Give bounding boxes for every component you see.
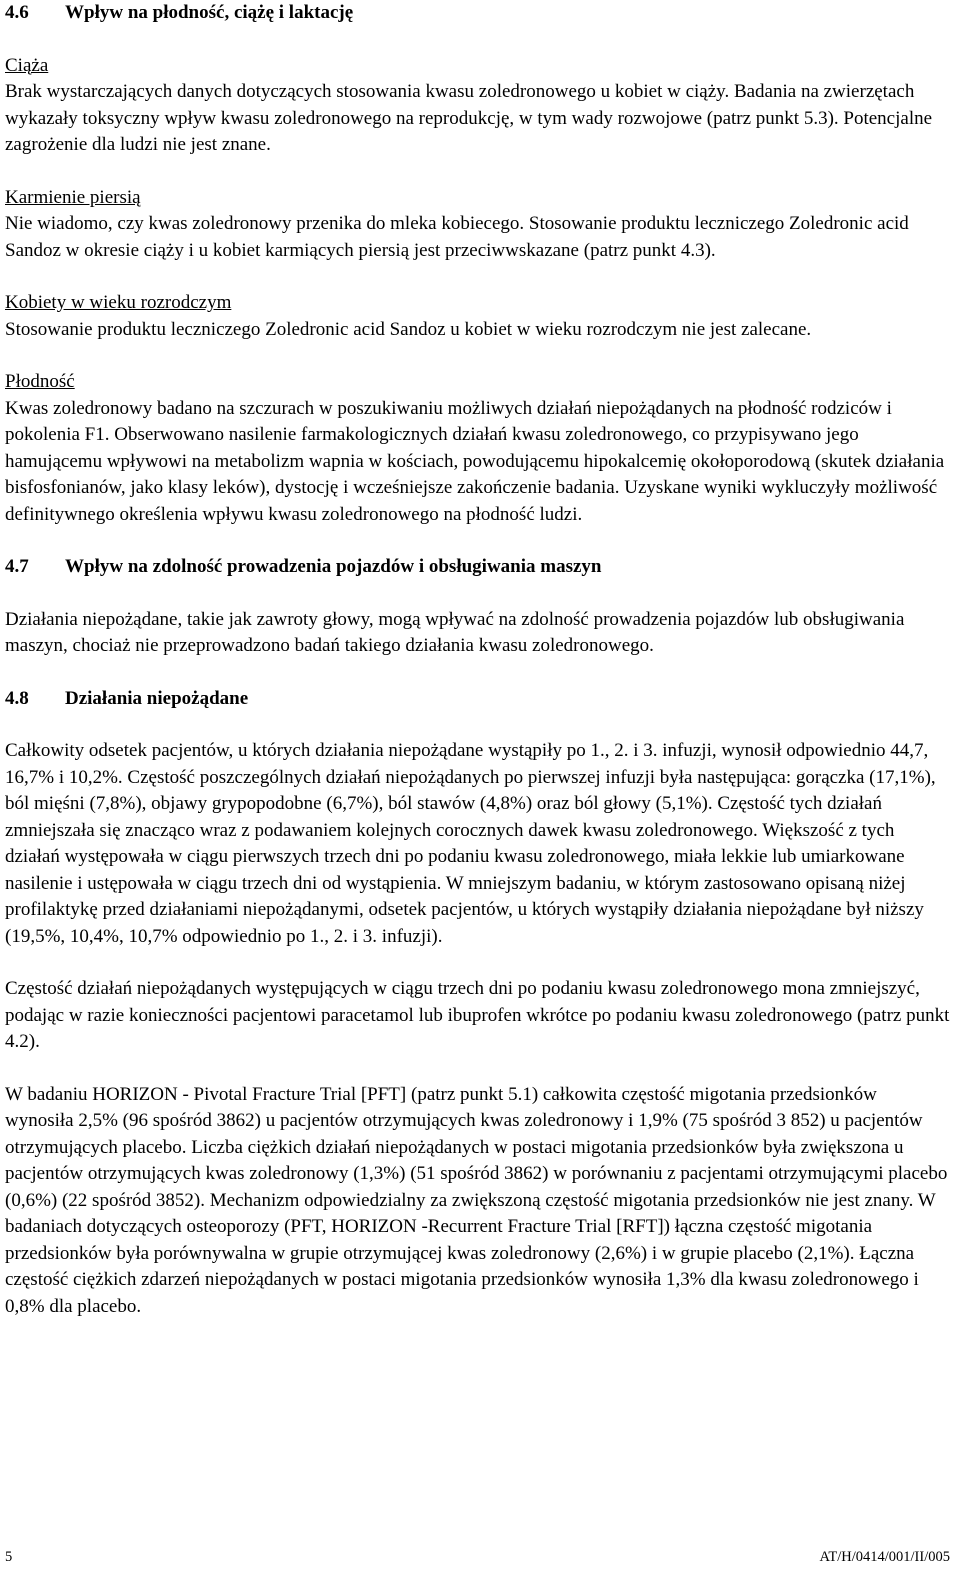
section-title: Wpływ na zdolność prowadzenia pojazdów i obsługiwania maszyn <box>65 556 602 577</box>
section-number: 4.8 <box>5 687 29 709</box>
paragraph-kobiety: Stosowanie produktu leczniczego Zoledronic acid Sandoz u kobiet w wieku rozrodczym nie jest zalecane. <box>5 318 812 340</box>
page-number: 5 <box>5 1549 13 1565</box>
section-number: 4.7 <box>5 556 29 577</box>
paragraph-karmienie: Nie wiadomo, czy kwas zoledronowy przenika do mleka kobiecego. Stosowanie produktu leczniczego Zoledronic acid Sandoz w okresie ciąży i u kobiet karmiących piersią jest przeciwwskazane (patrz punkt 4.3). <box>5 213 909 261</box>
section-4-6-heading <box>5 0 950 27</box>
document-code: AT/H/0414/001/II/005 <box>819 1549 950 1565</box>
section-4-7-heading <box>5 554 950 581</box>
paragraph-4-8-3: W badaniu HORIZON - Pivotal Fracture Trial [PFT] (patrz punkt 5.1) całkowita częstość migotania przedsionków wynosiła 2,5% (96 spośród 3862) u pacjentów otrzymujących kwas zoledronowy i 1,9% (75 spośród 3 852) u pacjentów otrzymujących placebo. Liczba ciężkich działań niepożądanych w postaci migotania przedsionków była zwiększona u pacjentów otrzymujących kwas zoledronowy (1,3%) (51 spośród 3862) w porównaniu z pacjentami otrzymującymi placebo (0,6%) (22 spośród 3852). Mechanizm odpowiedzialny za zwiększoną częstość migotania przedsionków nie jest znany. W badaniach dotyczących osteoporozy (PFT, HORIZON -Recurrent Fracture Trial [RFT]) łączna częstość migotania przedsionków była porównywalna w grupie otrzymującej kwas zoledronowy (2,6%) i w grupie placebo (2,1%). Łączna częstość ciężkich zdarzeń niepożądanych w postaci migotania przedsionków wynosiła 1,3% dla kwasu zoledronowego i 0,8% dla placebo. <box>5 1083 948 1317</box>
paragraph-4-8-2: Częstość działań niepożądanych występujących w ciągu trzech dni po podaniu kwasu zoledronowego mona zmniejszyć, podając w razie konieczności pacjentowi paracetamol lub ibuprofen wkrótce po podaniu kwasu zoledronowego (patrz punkt 4.2). <box>5 978 950 1052</box>
paragraph-ciaza: Brak wystarczających danych dotyczących stosowania kwasu zoledronowego u kobiet w ciąży. Badania na zwierzętach wykazały toksyczny wpływ kwasu zoledronowego na reprodukcję, w tym wady rozwojowe (patrz punkt 5.3). Potencjalne zagrożenie dla ludzi nie jest znane. <box>5 81 933 155</box>
section-title: Wpływ na płodność, ciążę i laktację <box>65 2 354 23</box>
section-4-8-heading <box>5 686 950 713</box>
subheading-ciaza: Ciąża <box>5 54 49 76</box>
paragraph-plodnosc: Kwas zoledronowy badano na szczurach w poszukiwaniu możliwych działań niepożądanych na płodność rodziców i pokolenia F1. Obserwowano nasilenie farmakologicznych działań kwasu zoledronowego, co przypisywano jego hamującemu wpływowi na metabolizm wapnia w kościach, powodującemu hipokalcemię okołoporodową (skutek działania bisfosfonianów, jako klasy leków), dystocję i wcześniejsze zakończenie badania. Uzyskane wyniki wykluczyły możliwość definitywnego określenia wpływu kwasu zoledronowego na płodność ludzi. <box>5 397 945 525</box>
page-footer <box>5 1548 950 1566</box>
paragraph-4-7: Działania niepożądane, takie jak zawroty głowy, mogą wpływać na zdolność prowadzenia pojazdów lub obsługiwania maszyn, chociaż nie przeprowadzono badań takiego działania kwasu zoledronowego. <box>5 608 905 656</box>
section-number: 4.6 <box>5 2 29 23</box>
subheading-kobiety: Kobiety w wieku rozrodczym <box>5 292 232 313</box>
subheading-plodnosc: Płodność <box>5 371 75 392</box>
document-page <box>5 0 950 1320</box>
subheading-karmienie: Karmienie piersią <box>5 186 141 208</box>
paragraph-4-8-1: Całkowity odsetek pacjentów, u których działania niepożądane wystąpiły po 1., 2. i 3. infuzji, wynosił odpowiednio 44,7, 16,7% i 10,2%. Częstość poszczególnych działań niepożądanych po pierwszej infuzji była następująca: gorączka (17,1%), ból mięśni (7,8%), objawy grypopodobne (6,7%), ból stawów (4,8%) oraz ból głowy (5,1%). Częstość tych działań zmniejszała się znacząco wraz z podawaniem kolejnych corocznych dawek kwasu zoledronowego. Większość z tych działań występowała w ciągu pierwszych trzech dni po podaniu kwasu zoledronowego, miała lekkie lub umiarkowane nasilenie i ustępowała w ciągu trzech dni od wystąpienia. W mniejszym badaniu, w którym zastosowano opisaną niżej profilaktykę przed działaniami niepożądanymi, odsetek pacjentów, u których wystąpiły działania niepożądane był niższy (19,5%, 10,4%, 10,7% odpowiednio po 1., 2. i 3. infuzji). <box>5 740 936 947</box>
section-title: Działania niepożądane <box>65 687 249 709</box>
